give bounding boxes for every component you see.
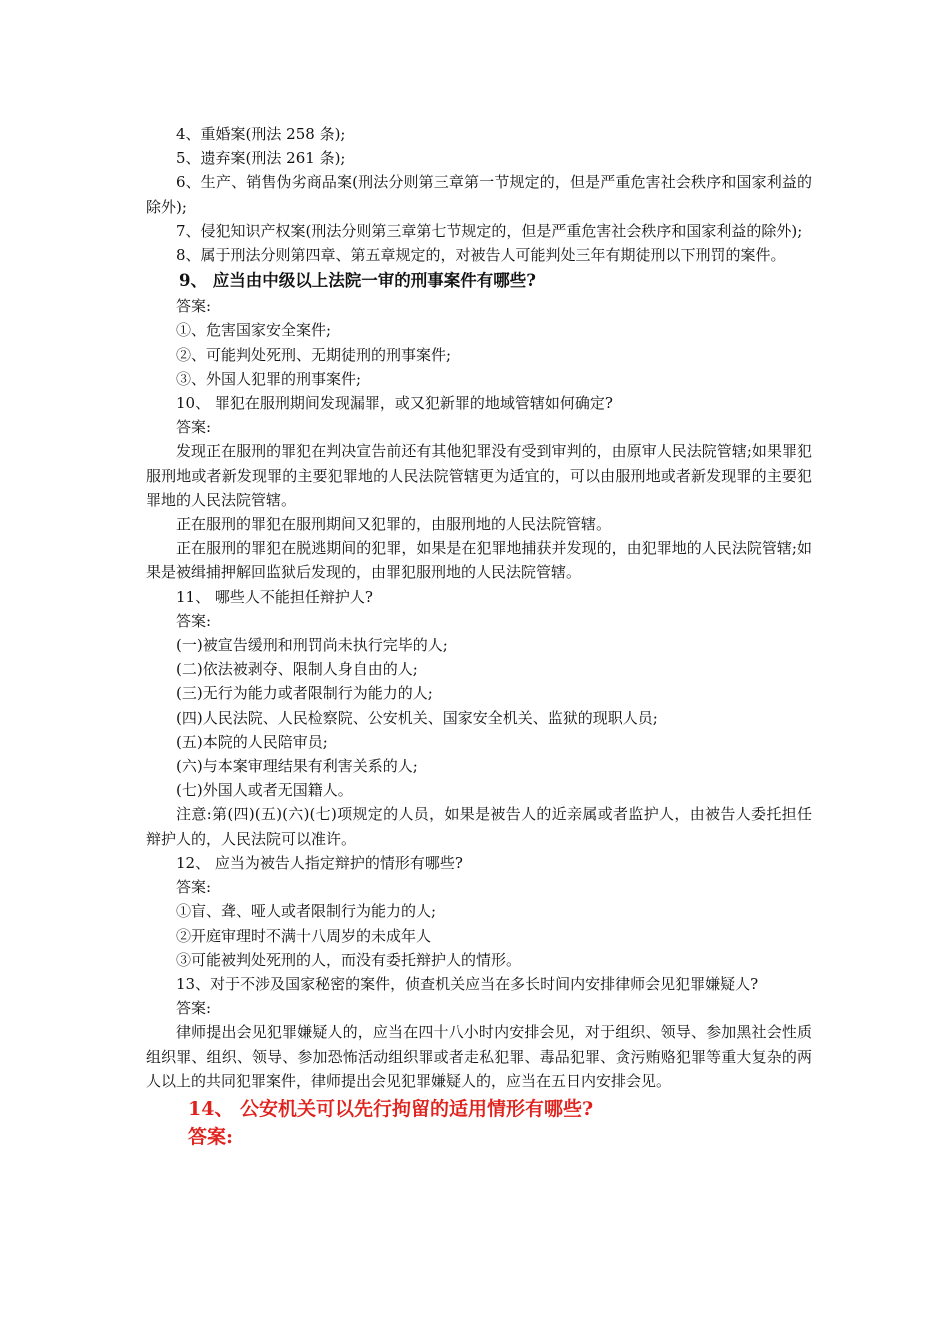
list-item: 6、生产、销售伪劣商品案(刑法分则第三章第一节规定的，但是严重危害社会秩序和国家利益的除外);	[146, 173, 812, 216]
answer-paragraph: 正在服刑的罪犯在服刑期间又犯罪的，由服刑地的人民法院管辖。	[176, 515, 612, 534]
answer-label: 答案:	[176, 878, 212, 897]
list-item: (三)无行为能力或者限制行为能力的人;	[176, 684, 433, 703]
question-10-heading: 10、 罪犯在服刑期间发现漏罪，或又犯新罪的地域管辖如何确定?	[176, 394, 613, 413]
question-11-heading: 11、 哪些人不能担任辩护人?	[176, 587, 373, 606]
answer-label: 答案:	[176, 418, 212, 437]
document-page	[146, 122, 812, 1151]
list-item: ②、可能判处死刑、无期徒刑的刑事案件;	[176, 345, 452, 364]
list-item: (七)外国人或者无国籍人。	[176, 781, 353, 800]
list-item: (四)人民法院、人民检察院、公安机关、国家安全机关、监狱的现职人员;	[176, 708, 658, 727]
question-12-heading: 12、 应当为被告人指定辩护的情形有哪些?	[176, 853, 463, 872]
list-item: ①、危害国家安全案件;	[176, 321, 332, 340]
answer-paragraph: 律师提出会见犯罪嫌疑人的，应当在四十八小时内安排会见，对于组织、领导、参加黑社会性质组织罪、组织、领导、参加恐怖活动组织罪或者走私犯罪、毒品犯罪、贪污贿赂犯罪等重大复杂的两人以上的共同犯罪案件，律师提出会见犯罪嫌疑人的，应当在五日内安排会见。	[146, 1023, 812, 1090]
list-item: ③、外国人犯罪的刑事案件;	[176, 369, 362, 388]
list-item: 4、重婚案(刑法 258 条);	[176, 125, 346, 143]
list-item: ①盲、聋、哑人或者限制行为能力的人;	[176, 902, 437, 921]
answer-label: 答案:	[188, 1125, 234, 1148]
question-9-heading: 9、 应当由中级以上法院一审的刑事案件有哪些?	[179, 271, 536, 291]
list-item: 7、侵犯知识产权案(刑法分则第三章第七节规定的，但是严重危害社会秩序和国家利益的除外);	[176, 221, 803, 240]
question-13-heading: 13、对于不涉及国家秘密的案件，侦查机关应当在多长时间内安排律师会见犯罪嫌疑人?	[176, 974, 759, 993]
question-14-heading: 14、 公安机关可以先行拘留的适用情形有哪些?	[188, 1097, 594, 1120]
list-item: (一)被宣告缓刑和刑罚尚未执行完毕的人;	[176, 636, 448, 655]
list-item: (五)本院的人民陪审员;	[176, 732, 328, 751]
list-item: ②开庭审理时不满十八周岁的未成年人	[176, 926, 432, 945]
answer-label: 答案:	[176, 999, 212, 1018]
list-item: (六)与本案审理结果有利害关系的人;	[176, 757, 418, 776]
list-item: 5、遗弃案(刑法 261 条);	[176, 149, 346, 168]
answer-label: 答案:	[176, 297, 212, 316]
list-item: ③可能被判处死刑的人，而没有委托辩护人的情形。	[176, 950, 522, 969]
list-item: 8、属于刑法分则第四章、第五章规定的，对被告人可能判处三年有期徒刑以下刑罚的案件。	[176, 246, 786, 265]
answer-paragraph: 发现正在服刑的罪犯在判决宣告前还有其他犯罪没有受到审判的，由原审人民法院管辖;如果罪犯服刑地或者新发现罪的主要犯罪地的人民法院管辖更为适宜的，可以由服刑地或者新发现罪的主要犯罪地的人民法院管辖。	[146, 442, 812, 509]
note-paragraph: 注意:第(四)(五)(六)(七)项规定的人员，如果是被告人的近亲属或者监护人，由被告人委托担任辩护人的，人民法院可以准许。	[146, 805, 812, 848]
answer-label: 答案:	[176, 611, 212, 630]
answer-paragraph: 正在服刑的罪犯在脱逃期间的犯罪，如果是在犯罪地捕获并发现的，由犯罪地的人民法院管辖;如果是被缉捕押解回监狱后发现的，由罪犯服刑地的人民法院管辖。	[146, 539, 812, 582]
list-item: (二)依法被剥夺、限制人身自由的人;	[176, 660, 418, 679]
